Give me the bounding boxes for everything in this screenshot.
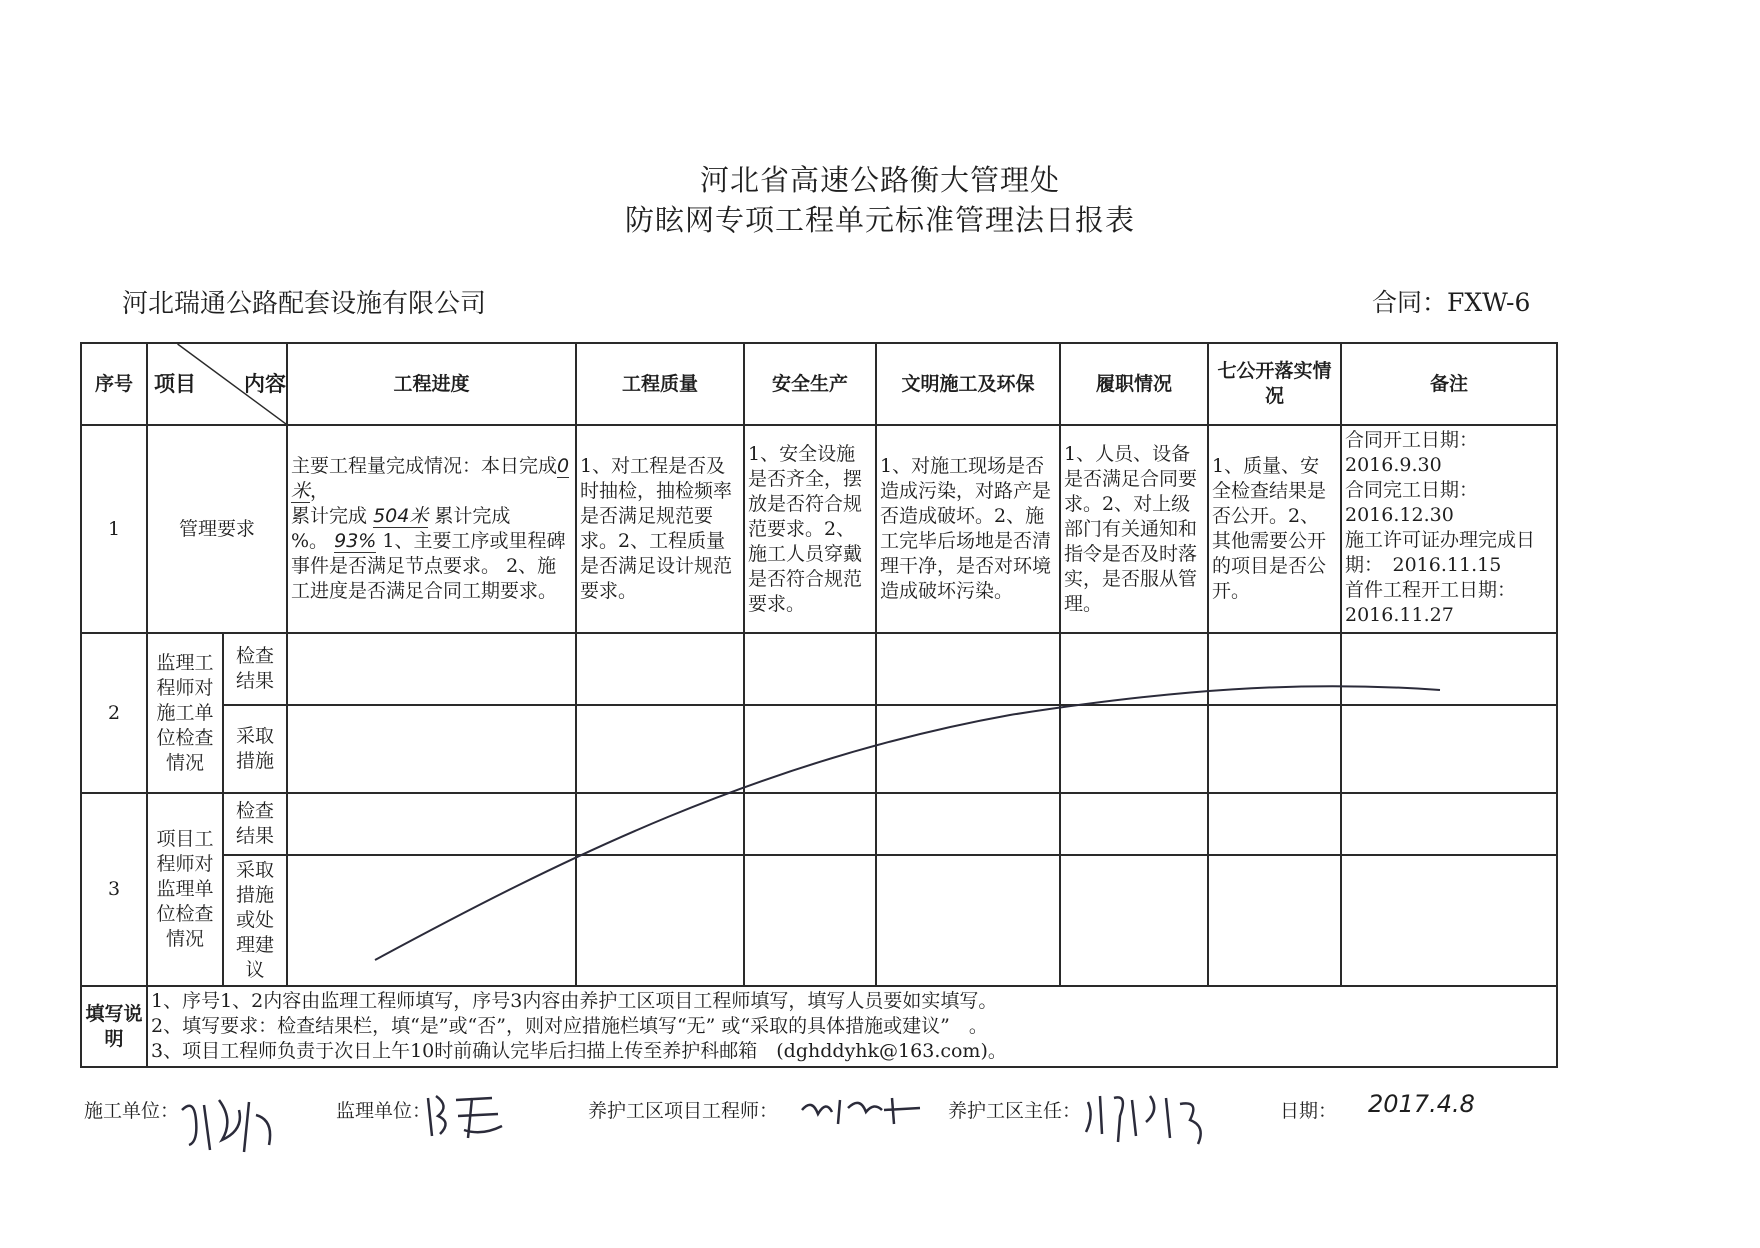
supervision-signature [422, 1086, 512, 1146]
director-label: 养护工区主任： [948, 1100, 1082, 1122]
row3-cell[interactable] [1060, 793, 1208, 855]
progress-text-c: 累计完成 [291, 505, 368, 527]
row2-cell[interactable] [876, 705, 1060, 793]
row2-cell[interactable] [1208, 705, 1341, 793]
row2-cell[interactable] [287, 633, 576, 705]
row3-cell[interactable] [744, 855, 876, 986]
notes-content [147, 986, 1557, 1067]
daily-amount-handwritten: 0米 [291, 455, 570, 502]
row2-item: 监理工程师对施工单位检查情况 [147, 633, 223, 793]
company-name: 河北瑞通公路配套设施有限公司 [122, 289, 487, 319]
progress-text-b: ， [310, 480, 330, 502]
daily-report-table [80, 342, 1558, 1068]
construction-unit-label: 施工单位： [84, 1100, 180, 1122]
engineer-label: 养护工区项目工程师： [588, 1100, 779, 1122]
remark-line: 2016.11.27 [1345, 604, 1454, 626]
row3-cell[interactable] [576, 793, 744, 855]
row1-civil: 1、对施工现场是否造成污染，对路产是否造成破坏。2、施工完毕后场地是否清理干净，是否对环境造成破坏污染。 [876, 425, 1060, 633]
row1-safety: 1、安全设施是否齐全，摆放是否符合规范要求。2、施工人员穿戴是否符合规范要求。 [744, 425, 876, 633]
col-duty: 履职情况 [1060, 343, 1208, 425]
date-label: 日期： [1280, 1100, 1338, 1122]
col-remarks: 备注 [1341, 343, 1557, 425]
remark-line: 2016.12.30 [1345, 504, 1454, 526]
col-seq: 序号 [81, 343, 147, 425]
col-quality: 工程质量 [576, 343, 744, 425]
row2-cell[interactable] [1208, 633, 1341, 705]
construction-signature [174, 1090, 284, 1160]
row-engineer-measures [81, 855, 1557, 986]
progress-text-d: 累计完成 [434, 505, 511, 527]
progress-text-a: 主要工程量完成情况：本日完成 [291, 455, 558, 477]
row2-cell[interactable] [1341, 705, 1557, 793]
row1-duty: 1、人员、设备是否满足合同要求。2、对上级部门有关通知和指令是否及时落实，是否服从管理。 [1060, 425, 1208, 633]
col-civil: 文明施工及环保 [876, 343, 1060, 425]
progress-text-f: 1、主要工序或里程碑事件是否满足节点要求。 [291, 530, 566, 577]
row3-cell[interactable] [287, 855, 576, 986]
note-line: 1、序号1、2内容由监理工程师填写，序号3内容由养护工区项目工程师填写，填写人员要如实填写。 [151, 990, 998, 1012]
remark-line: 合同完工日期： [1345, 479, 1479, 501]
cumulative-amount-handwritten: 504米 [373, 505, 429, 527]
row3-cell[interactable] [876, 793, 1060, 855]
row3-cell[interactable] [1060, 855, 1208, 986]
row3-seq: 3 [81, 793, 147, 986]
row1-remarks [1341, 425, 1557, 633]
row1-seven: 1、质量、安全检查结果是否公开。2、其他需要公开的项目是否公开。 [1208, 425, 1341, 633]
notes-label: 填写说明 [81, 986, 147, 1067]
row3-cell[interactable] [876, 855, 1060, 986]
cumulative-percent-handwritten: 93% [334, 530, 377, 552]
col-item-label: 项目 [154, 371, 196, 396]
row2-cell[interactable] [744, 633, 876, 705]
progress-text-g: 2、施工进度是否满足合同工期要求。 [291, 555, 558, 602]
row3-cell[interactable] [1341, 855, 1557, 986]
director-signature [1080, 1086, 1230, 1150]
row-notes [81, 986, 1557, 1067]
remark-line: 首件工程开工日期： [1345, 579, 1517, 601]
row2-cell[interactable] [576, 633, 744, 705]
row2-cell[interactable] [1341, 633, 1557, 705]
row-engineer-check [81, 793, 1557, 855]
remark-line: 施工许可证办理完成日期： 2016.11.15 [1345, 529, 1536, 576]
row2-cell[interactable] [1060, 705, 1208, 793]
engineer-signature [796, 1090, 926, 1130]
row3-cell[interactable] [1341, 793, 1557, 855]
signature-row [84, 1090, 1604, 1180]
row2-cell[interactable] [287, 705, 576, 793]
row1-progress [287, 425, 576, 633]
row3-cell[interactable] [287, 793, 576, 855]
row-supervisor-measures [81, 705, 1557, 793]
row3-cell[interactable] [576, 855, 744, 986]
col-progress: 工程进度 [287, 343, 576, 425]
row2-sub-measures: 采取措施 [223, 705, 287, 793]
row-management [81, 425, 1557, 633]
header-row [81, 343, 1557, 425]
row2-cell[interactable] [876, 633, 1060, 705]
contract-number: 合同：FXW-6 [1372, 288, 1531, 317]
report-title-line2: 防眩网专项工程单元标准管理法日报表 [624, 203, 1135, 237]
row-supervisor-check [81, 633, 1557, 705]
progress-text-e: %。 [291, 530, 329, 552]
row3-sub-measures: 采取措施或处理建议 [223, 855, 287, 986]
row1-seq: 1 [81, 425, 147, 633]
col-content-label: 内容 [244, 371, 286, 396]
remark-line: 2016.9.30 [1345, 454, 1442, 476]
report-title-line1: 河北省高速公路衡大管理处 [699, 163, 1060, 197]
supervision-unit-label: 监理单位： [336, 1100, 432, 1122]
remark-line: 合同开工日期： [1345, 429, 1479, 451]
row2-sub-check: 检查结果 [223, 633, 287, 705]
row1-quality: 1、对工程是否及时抽检，抽检频率是否满足规范要求。2、工程质量是否满足设计规范要求。 [576, 425, 744, 633]
row3-cell[interactable] [744, 793, 876, 855]
row1-item: 管理要求 [147, 425, 287, 633]
date-value: 2017.4.8 [1368, 1090, 1475, 1118]
row3-cell[interactable] [1208, 793, 1341, 855]
col-seven: 七公开落实情况 [1208, 343, 1341, 425]
row3-cell[interactable] [1208, 855, 1341, 986]
row3-sub-check: 检查结果 [223, 793, 287, 855]
row2-seq: 2 [81, 633, 147, 793]
row3-item: 项目工程师对监理单位检查情况 [147, 793, 223, 986]
row2-cell[interactable] [576, 705, 744, 793]
col-item-content [147, 343, 287, 425]
note-line: 3、项目工程师负责于次日上午10时前确认完毕后扫描上传至养护科邮箱 (dghddyhk@163.com)。 [151, 1040, 1007, 1062]
row2-cell[interactable] [744, 705, 876, 793]
col-safety: 安全生产 [744, 343, 876, 425]
row2-cell[interactable] [1060, 633, 1208, 705]
note-line: 2、填写要求：检查结果栏，填“是”或“否”，则对应措施栏填写“无” 或“采取的具体措施或建议” 。 [151, 1015, 988, 1037]
